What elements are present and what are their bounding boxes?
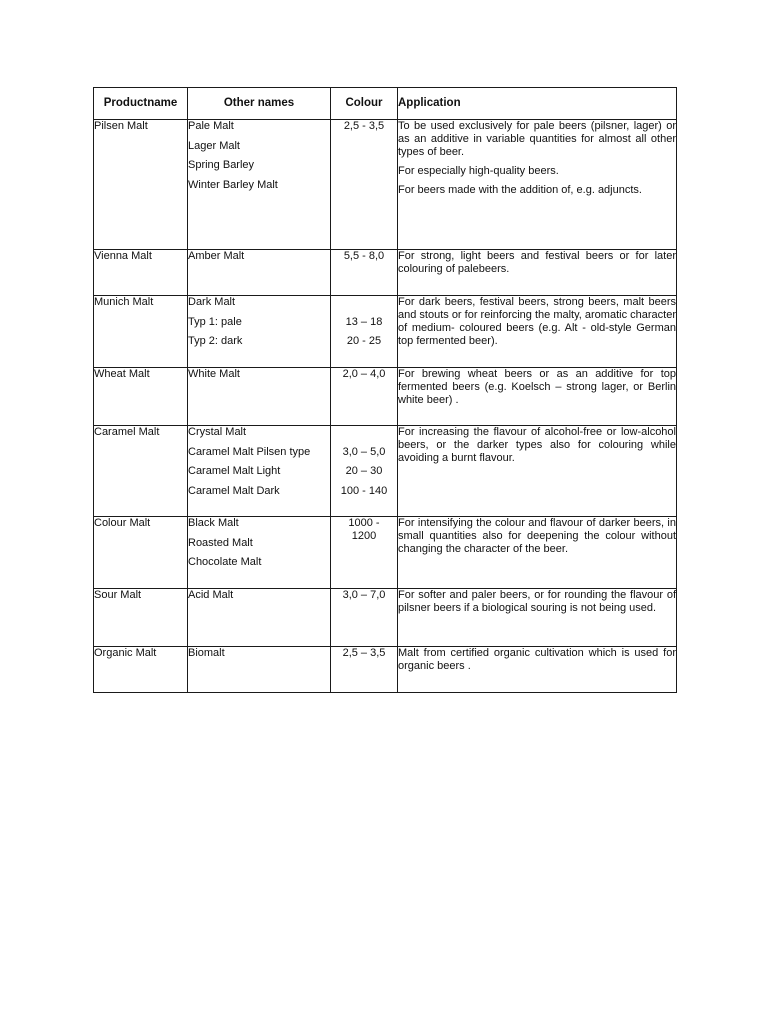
colour-value: 2,5 – 3,5 — [342, 647, 386, 659]
application-text: For dark beers, festival beers, strong beers, malt beers and stouts or for reinforcing the malty, aromatic character of medium- coloured beers (e.g. Alt - old-style German top fermented beer). — [398, 296, 676, 347]
product-name: Vienna Malt — [94, 250, 188, 296]
colour-value: 100 - 140 — [340, 484, 388, 497]
product-name: Wheat Malt — [94, 368, 188, 426]
other-names-cell — [188, 426, 331, 517]
colour-cell — [331, 368, 398, 426]
application-text: Malt from certified organic cultivation which is used for organic beers . — [398, 647, 676, 672]
product-name: Caramel Malt — [94, 426, 188, 517]
other-name: Winter Barley Malt — [188, 178, 278, 191]
malt-types-table — [93, 87, 677, 693]
colour-cell — [331, 647, 398, 693]
application-cell — [398, 426, 677, 517]
other-names-cell — [188, 368, 331, 426]
header-application: Application — [398, 88, 677, 120]
table-row-sour-malt — [94, 589, 677, 647]
other-name: Roasted Malt — [188, 536, 253, 549]
colour-value: 3,0 – 5,0 — [342, 445, 386, 458]
application-text: For strong, light beers and festival beers or for later colouring of palebeers. — [398, 250, 676, 275]
colour-cell — [331, 517, 398, 589]
other-names-cell — [188, 250, 331, 296]
colour-value: 5,5 - 8,0 — [343, 250, 385, 262]
colour-value: 20 - 25 — [346, 335, 382, 347]
colour-value: 2,5 - 3,5 — [343, 120, 385, 132]
other-name: Crystal Malt — [188, 426, 247, 438]
colour-cell — [331, 296, 398, 368]
colour-value — [331, 426, 397, 439]
other-names-cell — [188, 647, 331, 693]
colour-cell — [331, 589, 398, 647]
application-cell — [398, 120, 677, 250]
table-row-munich-malt — [94, 296, 677, 368]
product-name: Sour Malt — [94, 589, 188, 647]
colour-value — [331, 296, 397, 309]
header-colour: Colour — [331, 88, 398, 120]
other-name: Caramel Malt Light — [188, 465, 281, 477]
table-row-vienna-malt — [94, 250, 677, 296]
colour-cell — [331, 426, 398, 517]
other-name: Black Malt — [188, 517, 239, 529]
malt-types-document — [93, 87, 676, 693]
table-row-caramel-malt — [94, 426, 677, 517]
header-other-names: Other names — [188, 88, 331, 120]
application-text: For beers made with the addition of, e.g. adjuncts. — [398, 184, 642, 196]
colour-value: 1000 - 1200 — [348, 517, 380, 542]
product-name: Pilsen Malt — [94, 120, 188, 250]
product-name: Organic Malt — [94, 647, 188, 693]
application-cell — [398, 368, 677, 426]
application-text: For brewing wheat beers or as an additive for top fermented beers (e.g. Koelsch – strong lager, or Berlin white beer) . — [398, 368, 676, 406]
application-text: To be used exclusively for pale beers (pilsner, lager) or as an additive in variable quantities for almost all other types of beer. — [398, 120, 676, 158]
other-names-cell — [188, 296, 331, 368]
other-name: Lager Malt — [188, 139, 240, 152]
colour-cell — [331, 120, 398, 250]
other-names-cell — [188, 589, 331, 647]
header-productname: Productname — [94, 88, 188, 120]
table-row-organic-malt — [94, 647, 677, 693]
other-name: Pale Malt — [188, 120, 234, 132]
other-name: Caramel Malt Dark — [188, 484, 280, 497]
other-name: Biomalt — [188, 647, 225, 659]
application-text: For softer and paler beers, or for rounding the flavour of pilsner beers if a biological souring is not being used. — [398, 589, 676, 614]
other-name: Acid Malt — [188, 589, 234, 601]
table-row-pilsen-malt — [94, 120, 677, 250]
table-header-row — [94, 88, 677, 120]
application-text: For intensifying the colour and flavour of darker beers, in small quantities also for deepening the colour without changing the character of the beer. — [398, 517, 676, 555]
colour-cell — [331, 250, 398, 296]
application-cell — [398, 517, 677, 589]
colour-value: 2,0 – 4,0 — [342, 368, 386, 380]
other-name: Typ 2: dark — [188, 335, 243, 347]
application-cell — [398, 647, 677, 693]
application-text: For increasing the flavour of alcohol-free or low-alcohol beers, or the darker types also for colouring while avoiding a burnt flavour. — [398, 426, 676, 464]
other-name: Chocolate Malt — [188, 556, 262, 568]
other-names-cell — [188, 517, 331, 589]
application-text: For especially high-quality beers. — [398, 165, 559, 177]
colour-value: 3,0 – 7,0 — [342, 589, 386, 601]
application-cell — [398, 250, 677, 296]
other-name: Caramel Malt Pilsen type — [188, 445, 311, 458]
colour-value: 20 – 30 — [345, 465, 383, 477]
other-names-cell — [188, 120, 331, 250]
other-name: Dark Malt — [188, 296, 236, 308]
colour-value: 13 – 18 — [345, 315, 383, 328]
product-name: Colour Malt — [94, 517, 188, 589]
other-name: Spring Barley — [188, 159, 255, 171]
table-row-colour-malt — [94, 517, 677, 589]
table-row-wheat-malt — [94, 368, 677, 426]
product-name: Munich Malt — [94, 296, 188, 368]
application-cell — [398, 296, 677, 368]
other-name: White Malt — [188, 368, 240, 380]
other-name: Amber Malt — [188, 250, 245, 262]
other-name: Typ 1: pale — [188, 315, 242, 328]
application-cell — [398, 589, 677, 647]
